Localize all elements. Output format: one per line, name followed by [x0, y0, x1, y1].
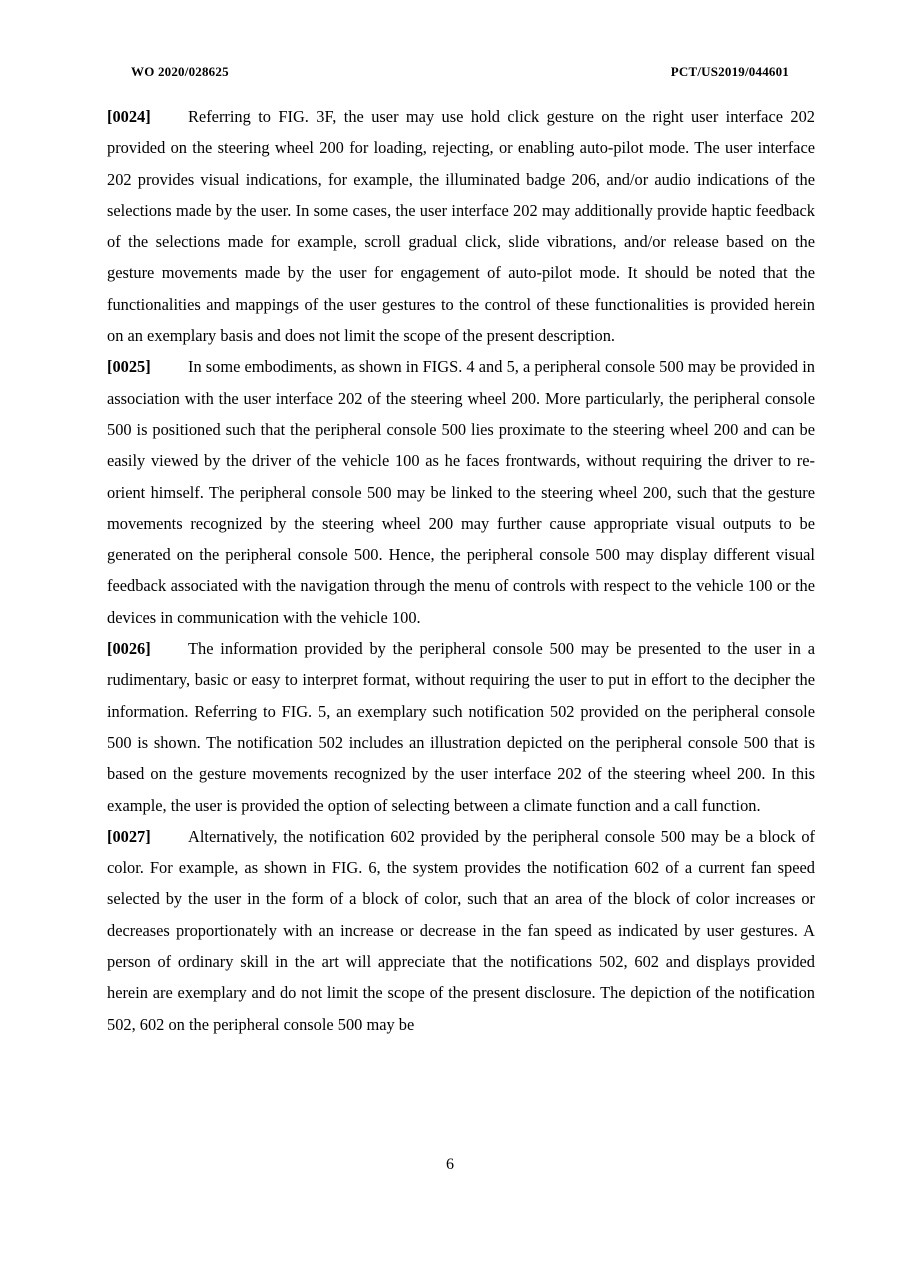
paragraph-number: [0026] [107, 639, 151, 659]
paragraph-0026 [107, 633, 815, 821]
paragraph-0025 [107, 351, 815, 633]
paragraph-0027 [107, 821, 815, 1040]
paragraph-number: [0027] [107, 826, 151, 846]
application-number: PCT/US2019/044601 [670, 64, 789, 79]
paragraph-number: [0024] [107, 107, 151, 126]
paragraph-number: [0025] [107, 357, 151, 377]
document-body [107, 101, 815, 1040]
paragraph-text: Alternatively, the notification 602 provided by the peripheral console 500 may be a block of color. For example, as shown in FIG. 6, the system provides the notification 602 of a current fan speed selected by the user in the form of a block of color, such that an area of the block of color increases or decreases proportionately with an increase or decrease in the fan speed as indicated by user gestures. A person of ordinary skill in the art will appreciate that the notifications 502, 602 and displays provided herein are exemplary and do not limit the scope of the present disclosure. The depiction of the notification 502, 602 on the peripheral console 500 may be [107, 826, 815, 1034]
publication-number: WO 2020/028625 [131, 64, 229, 79]
paragraph-text: In some embodiments, as shown in FIGS. 4 and 5, a peripheral console 500 may be provided in association with the user interface 202 of the steering wheel 200. More particularly, the peripheral console 500 is positioned such that the peripheral console 500 lies proximate to the steering wheel 200 and can be easily viewed by the driver of the vehicle 100 as he faces frontwards, without requiring the driver to re-orient himself. The peripheral console 500 may be linked to the steering wheel 200, such that the gesture movements recognized by the steering wheel 200 may further cause appropriate visual outputs to be generated on the peripheral console 500. Hence, the peripheral console 500 may display different visual feedback associated with the navigation through the menu of controls with respect to the vehicle 100 or the devices in communication with the vehicle 100. [107, 357, 815, 627]
paragraph-text: Referring to FIG. 3F, the user may use hold click gesture on the right user interface 202 provided on the steering wheel 200 for loading, rejecting, or enabling auto-pilot mode. The user interface 202 provides visual indications, for example, the illuminated badge 206, and/or audio indications of the selections made by the user. In some cases, the user interface 202 may additionally provide haptic feedback of the selections made for example, scroll gradual click, slide vibrations, and/or release based on the gesture movements made by the user for engagement of auto-pilot mode. It should be noted that the functionalities and mappings of the user gestures to the control of these functionalities is provided herein on an exemplary basis and does not limit the scope of the present description. [107, 107, 815, 346]
paragraph-0024 [107, 101, 815, 351]
page-number: 6 [446, 1156, 454, 1173]
paragraph-text: The information provided by the peripheral console 500 may be presented to the user in a rudimentary, basic or easy to interpret format, without requiring the user to put in effort to the decipher the information. Referring to FIG. 5, an exemplary such notification 502 provided on the peripheral console 500 is shown. The notification 502 includes an illustration depicted on the peripheral console 500 that is based on the gesture movements recognized by the user interface 202 of the steering wheel 200. In this example, the user is provided the option of selecting between a climate function and a call function. [107, 639, 815, 815]
